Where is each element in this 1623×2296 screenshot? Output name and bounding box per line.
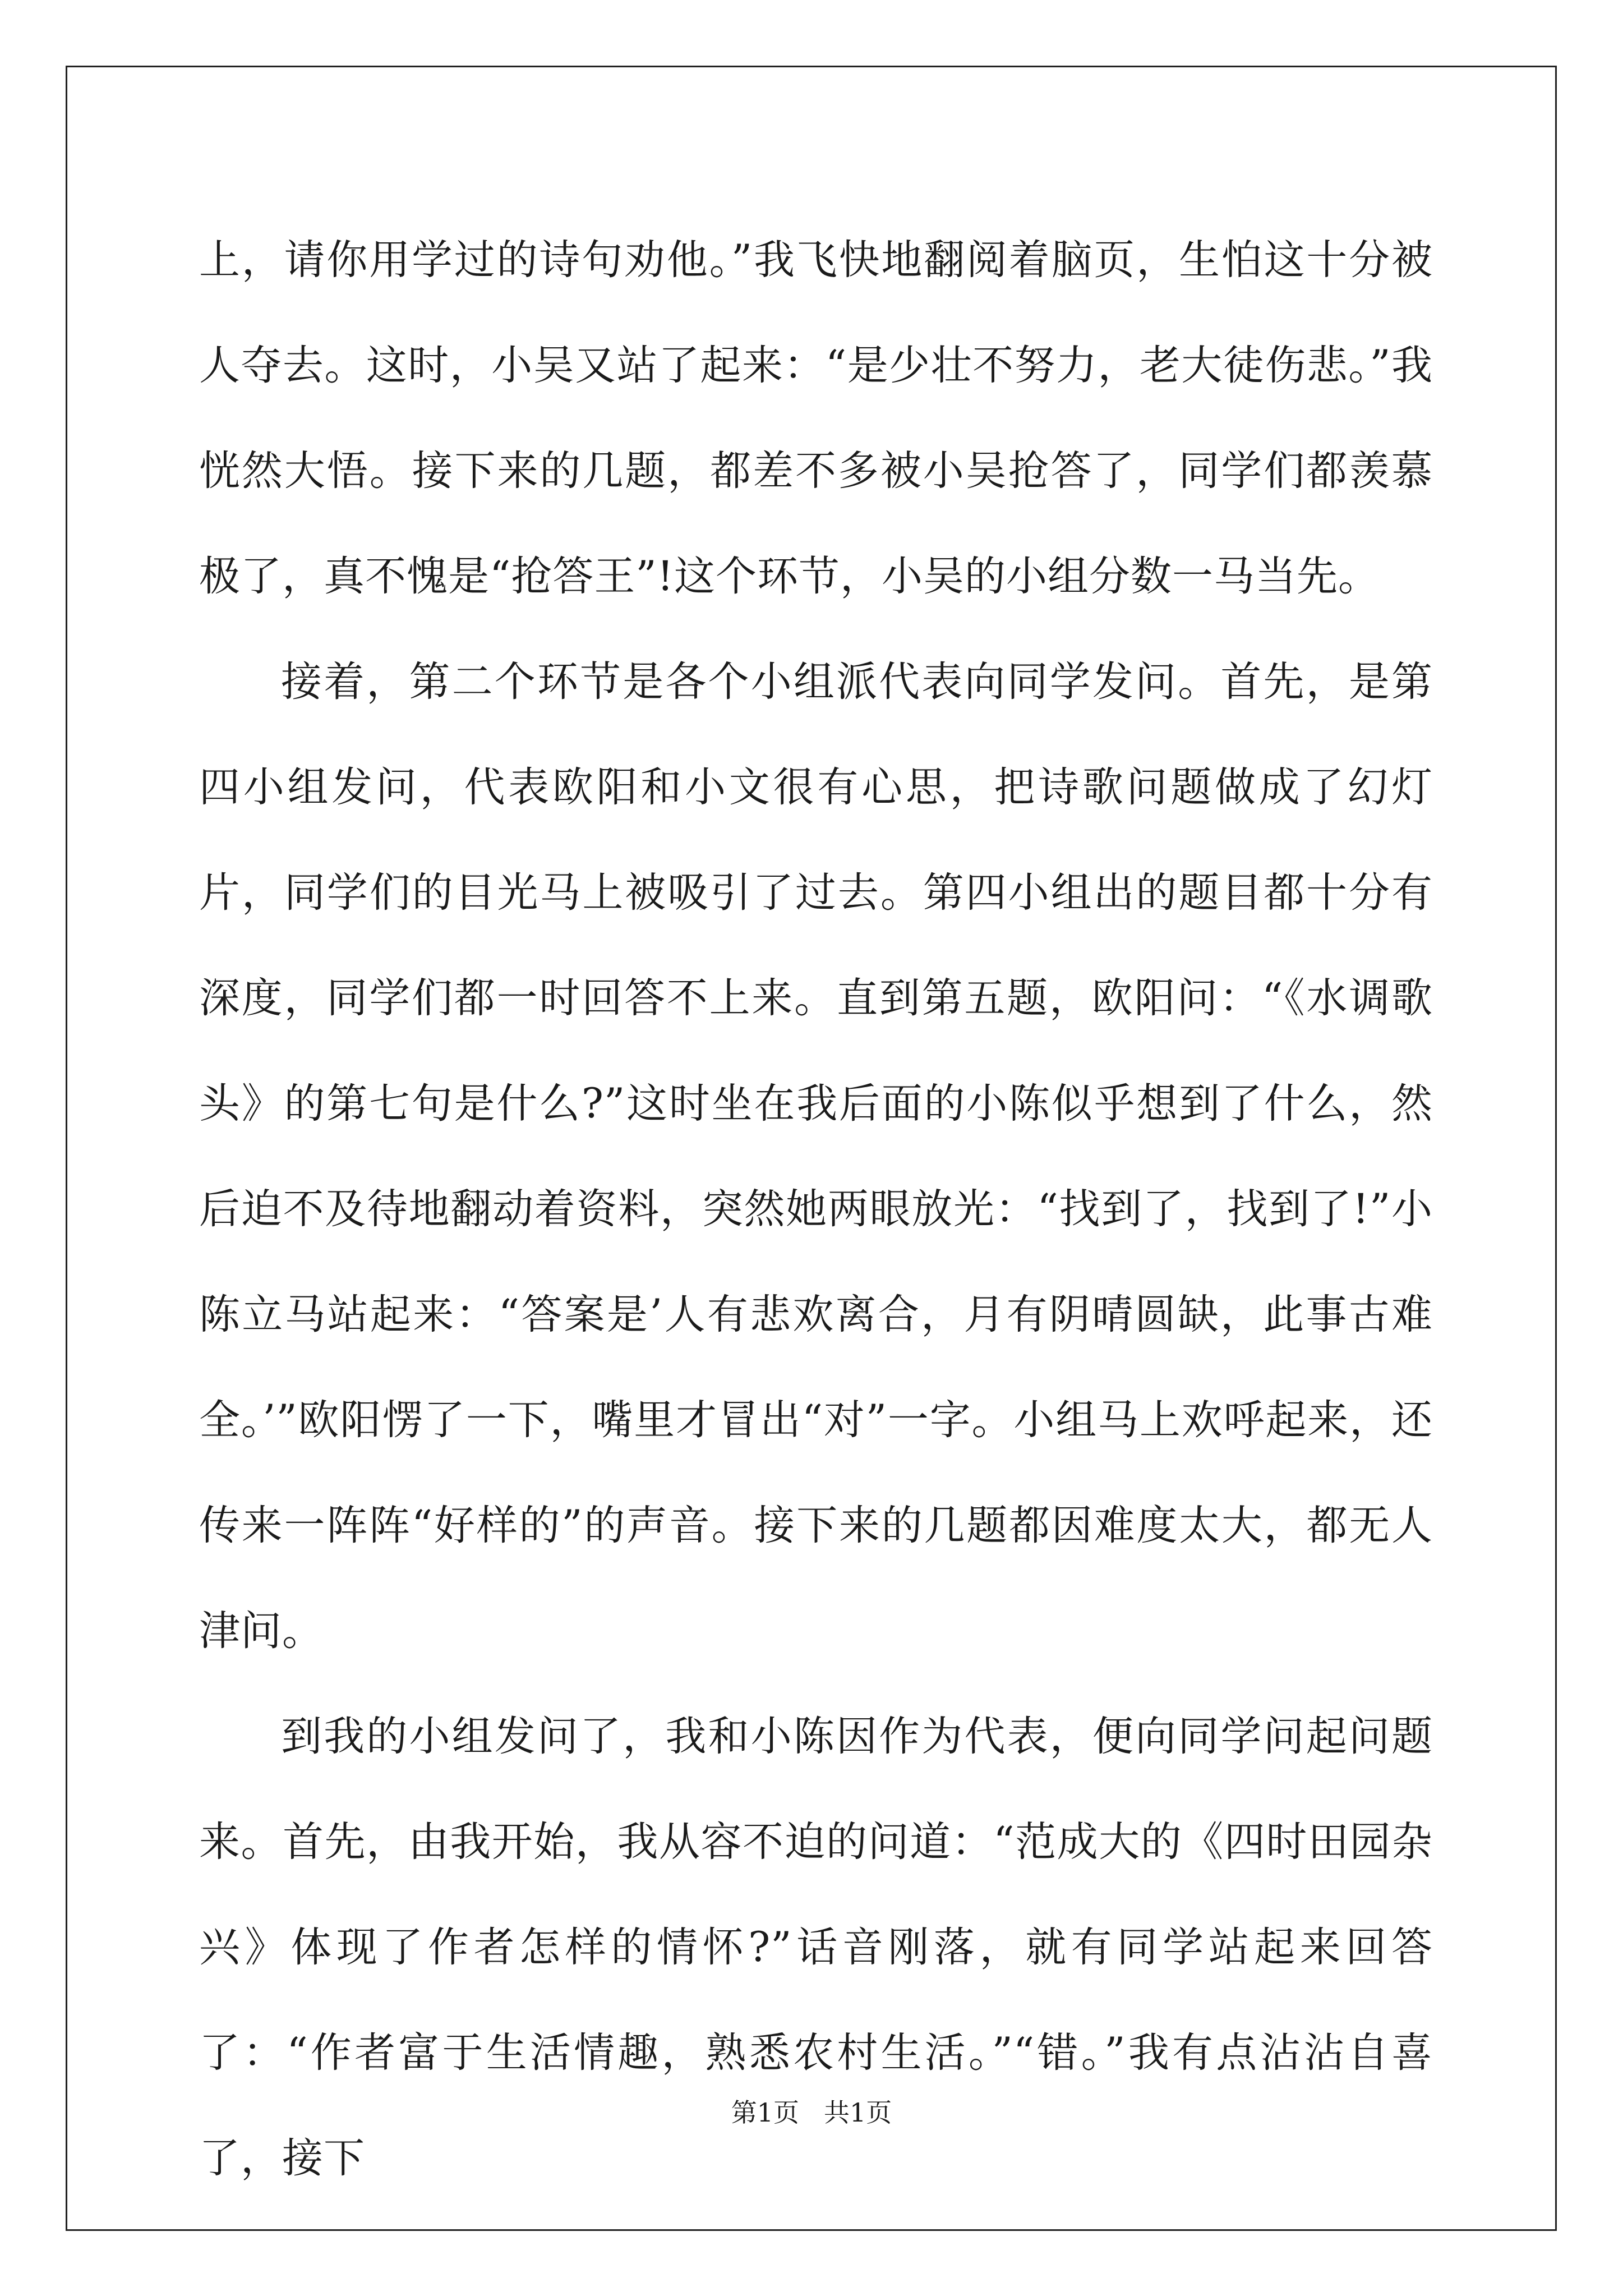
page-footer bbox=[0, 2092, 1623, 2129]
paragraph-3: 到我的小组发问了，我和小陈因作为代表，便向同学问起问题来。首先，由我开始，我从容不迫的问道：“范成大的《四时田园杂兴》体现了作者怎样的情怀?”话音刚落，就有同学站起来回答了：“作者富于生活情趣，熟悉农村生活。”“错。”我有点沾沾自喜了，接下 bbox=[199, 1713, 1433, 2182]
paragraph-1: 上，请你用学过的诗句劝他。”我飞快地翻阅着脑页，生怕这十分被人夺去。这时，小吴又站了起来：“是少壮不努力，老大徒伤悲。”我恍然大悟。接下来的几题，都差不多被小吴抢答了，同学们都羡慕极了，真不愧是“抢答王”!这个环节，小吴的小组分数一马当先。 bbox=[199, 236, 1433, 600]
paragraph-2: 接着，第二个环节是各个小组派代表向同学发问。首先，是第四小组发问，代表欧阳和小文很有心思，把诗歌问题做成了幻灯片，同学们的目光马上被吸引了过去。第四小组出的题目都十分有深度，同学们都一时回答不上来。直到第五题，欧阳问：“《水调歌头》的第七句是什么?”这时坐在我后面的小陈似乎想到了什么，然后迫不及待地翻动着资料，突然她两眼放光：“找到了，找到了!”小陈立马站起来：“答案是’人有悲欢离合，月有阴晴圆缺，此事古难全。’”欧阳愣了一下，嘴里才冒出“对”一字。小组马上欢呼起来，还传来一阵阵“好样的”的声音。接下来的几题都因难度太大，都无人津问。 bbox=[199, 658, 1433, 1655]
total-pages: 共1页 bbox=[823, 2097, 892, 2128]
page-number: 第1页 bbox=[731, 2097, 800, 2128]
footer-spacer bbox=[799, 2097, 824, 2128]
document-body bbox=[199, 208, 1433, 2211]
